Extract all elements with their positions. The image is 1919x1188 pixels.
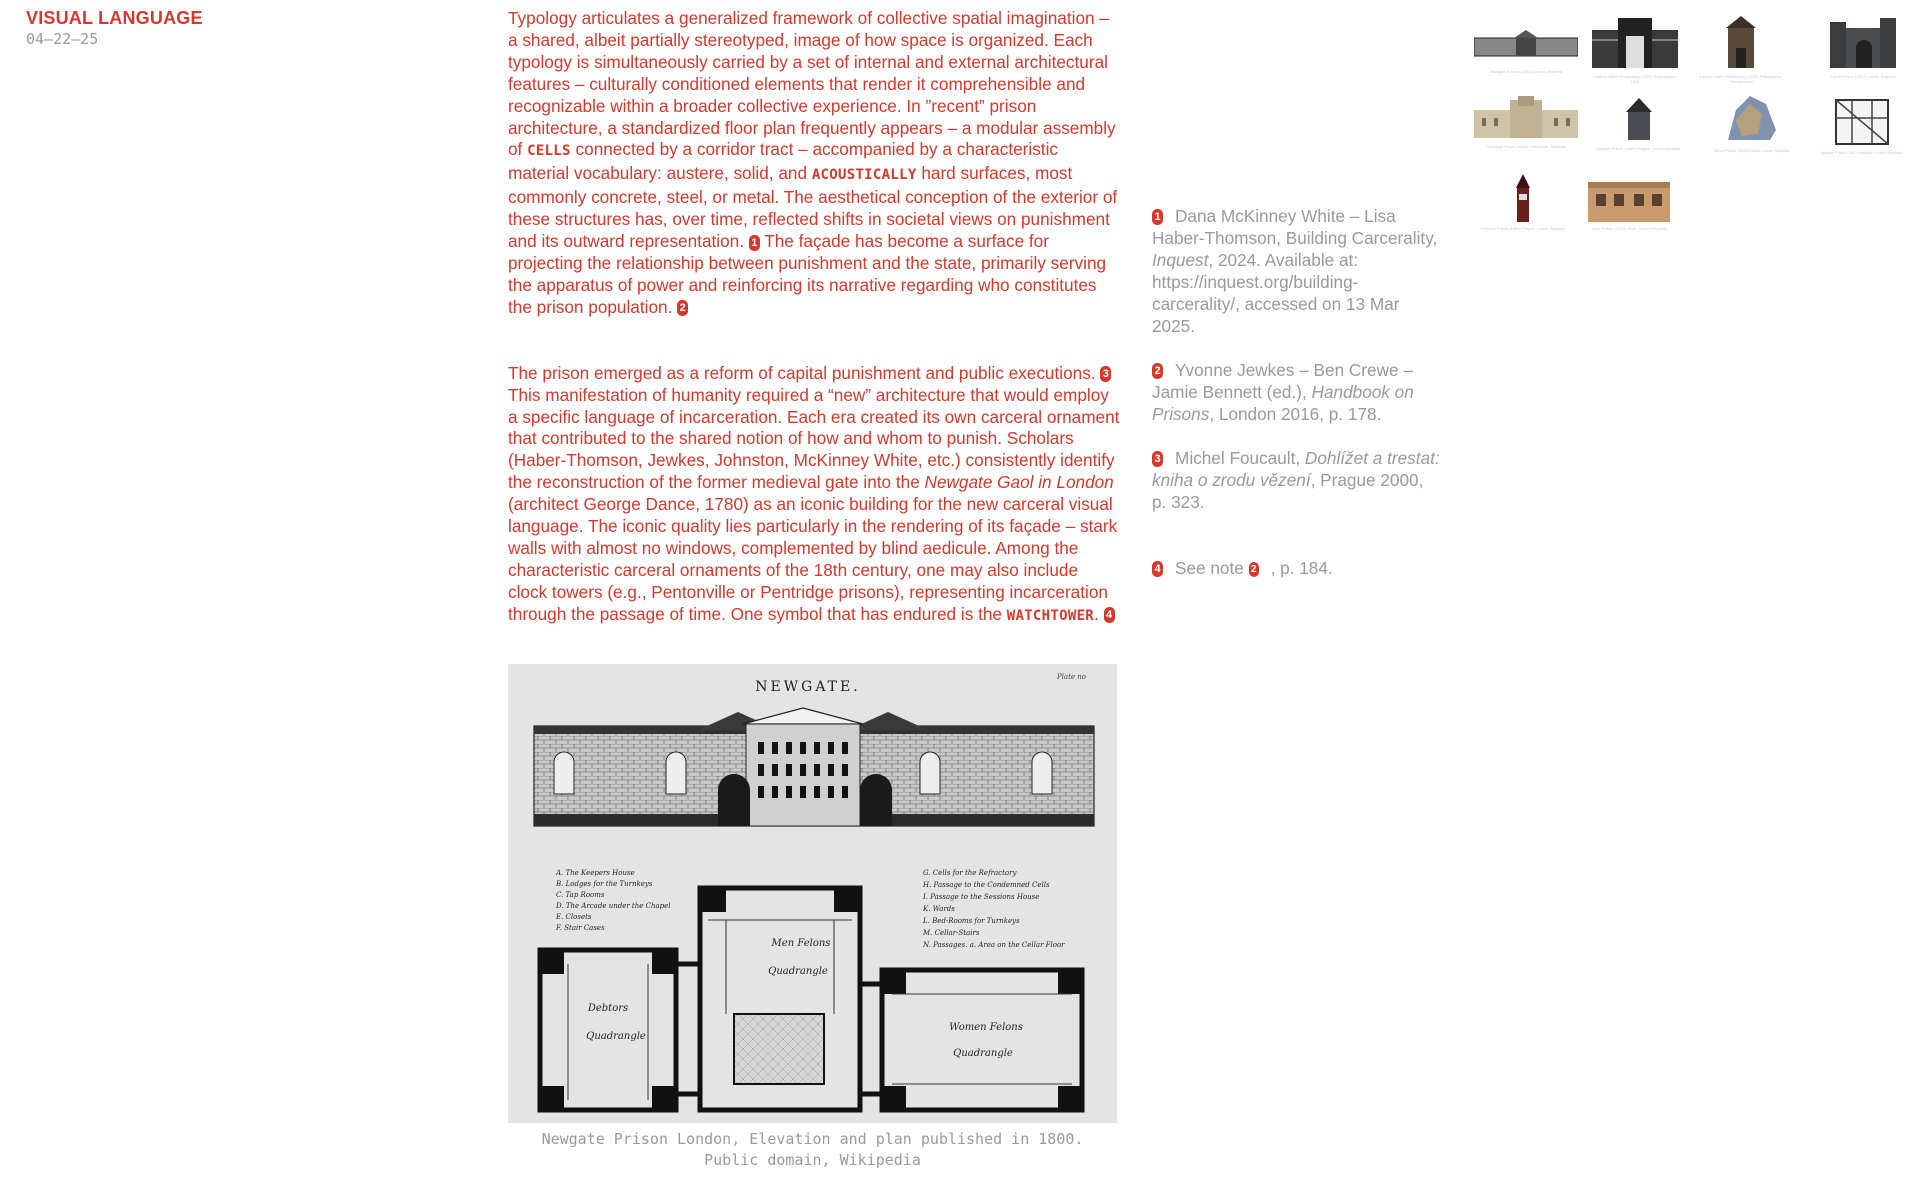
figure-caption (508, 1129, 1117, 1171)
newgate-thumb-image (1474, 26, 1578, 66)
footnote-number-3[interactable]: 3 (1152, 451, 1163, 467)
eastern-state-thumb-image (1588, 16, 1682, 70)
plan-label-women: Women Felons (949, 1022, 1023, 1033)
plan-label-debtors-2: Quadrangle (586, 1031, 646, 1042)
footnote-1 (1152, 206, 1442, 337)
term-watchtower[interactable]: WATCHTOWER (1006, 607, 1095, 624)
site-header (26, 8, 203, 48)
essay-text (508, 8, 1120, 628)
footnote-text: See note (1175, 558, 1249, 578)
thumbnail-caption: Newgate Prison (1780) London, England (1489, 69, 1563, 74)
text-run: (architect George Dance, 1780) as an iconic building for the new carceral visual language. The iconic quality lies particularly in the rendering of its façade – stark walls with almost no windows, complemented by blind aedicule. Among the characteristic carceral ornaments of the 18th century, one may also include clock towers (e.g., Pentonville or Pentridge prisons), representing incarceration through the passage of time. One symbol that has endured is the (508, 494, 1118, 624)
text-run: The façade has become a surface for projecting the relationship between punishment and the state, primarily serving the apparatus of power and reinforcing its narrative regarding who constitutes the prison population. (508, 231, 1107, 317)
thumbnail-caption: Pankrác Prison (1889) Prague, Czech Republic (1595, 146, 1681, 151)
plan-label-men-2: Quadrangle (768, 966, 828, 977)
plan-label-women-2: Quadrangle (953, 1048, 1013, 1059)
footnote-text: , 2024. Available at: https://inquest.org/building-carcerality/, accessed on 13 Mar 2025. (1152, 249, 1400, 336)
legend-left-5: F. Stair Cases (556, 924, 605, 932)
caption-line-2: Public domain, Wikipedia (704, 1151, 921, 1169)
newgate-gaol-em: Newgate Gaol in London (924, 472, 1114, 493)
pentridge-thumb-image (1474, 94, 1578, 140)
newgate-figure (508, 664, 1117, 1171)
text-run: The prison emerged as a reform of capital punishment and public executions. (508, 362, 1101, 383)
thumbnail-jirice[interactable] (1588, 174, 1670, 229)
caption-line-1: Newgate Prison London, Elevation and plan published in 1800. (541, 1130, 1084, 1148)
tower-thumb-image (1716, 14, 1766, 70)
footnote-text: , London 2016, p. 178. (1209, 403, 1382, 424)
thumbnail-caption: Eastern State Penitentiary (1829) Philadelphia, Pennsylvania (1699, 74, 1783, 84)
plan-label-debtors: Debtors (587, 1003, 629, 1014)
footnote-2 (1152, 360, 1442, 426)
footnote-number-1[interactable]: 1 (1152, 209, 1163, 225)
thumbnail-caption: Leeds Prison (1847) Leeds, England (1830, 74, 1896, 79)
footnote-text: Yvonne Jewkes – Ben Crewe – Jamie Bennett (ed.), (1152, 360, 1413, 402)
newgate-engraving-svg (508, 664, 1117, 1123)
engraving-plate: Plate no (1056, 673, 1086, 681)
text-run: Typology articulates a generalized framework of collective spatial imagination – a shared, albeit partially stereotyped, image of how space is organized. Each typology is simultaneously carried by a set of internal and external architectural features – culturally conditioned elements that render it comprehensible and recognizable within a broader collective experience. In ”recent” prison architecture, a standardized floor plan frequently appears – a modular assembly of (508, 8, 1116, 160)
text-run: . (1094, 603, 1104, 624)
pankrac-red-tower-thumb-image (1508, 174, 1538, 224)
pankrac-tower-thumb-image (1618, 96, 1658, 142)
footnote-number-4[interactable]: 4 (1152, 561, 1163, 577)
thumbnail-newgate[interactable] (1474, 26, 1578, 74)
thumbnail-caption: Pentridge Prison (1850) Melbourne, Australia (1486, 144, 1566, 149)
thumbnail-caption: Pankrác Prison (1889) Prague, Czech Republic (1480, 226, 1566, 231)
legend-right-5: M. Cellar-Stairs (923, 929, 980, 937)
footnote-text: Dana McKinney White – Lisa Haber-Thomson, Building Carcerality, (1152, 206, 1438, 248)
page-date: 04–22–25 (26, 30, 99, 48)
thumbnail-caption: Eastern State Penitentiary (1829) Philadelphia, USA (1593, 74, 1677, 84)
footnote-em: Inquest (1152, 249, 1209, 270)
thumbnail-mirov[interactable] (1713, 90, 1791, 153)
thumbnail-caption: Jiřice Prison (1990) Jiřice, Czech Republic (1591, 226, 1667, 231)
legend-left-4: E. Closets (556, 913, 592, 921)
newgate-engraving-image[interactable] (508, 664, 1117, 1123)
legend-right-4: L. Bed-Rooms for Turnkeys (923, 917, 1020, 925)
thumbnail-valdice[interactable] (1820, 94, 1904, 155)
term-acoustically[interactable]: ACOUSTICALLY (811, 167, 917, 184)
footnote-ref-2[interactable]: 2 (677, 300, 688, 316)
thumbnail-eastern-state-facade[interactable] (1588, 16, 1682, 84)
footnote-ref-2-inline[interactable]: 2 (1249, 562, 1259, 577)
mirov-thumb-image (1722, 90, 1782, 144)
thumbnail-caption: Valdice Prison (1857) Valdice, Czech Republic (1820, 150, 1904, 155)
legend-left-1: B. Lodges for the Turnkeys (556, 880, 653, 888)
paragraph-2 (508, 363, 1120, 628)
footnote-number-2[interactable]: 2 (1152, 363, 1163, 379)
footnote-ref-3[interactable]: 3 (1100, 366, 1111, 382)
legend-left-2: C. Tap Rooms (556, 891, 605, 899)
footnote-em: Handbook on Prisons (1152, 381, 1414, 424)
paragraph-1 (508, 8, 1120, 319)
thumbnail-pentridge[interactable] (1474, 94, 1578, 149)
footnote-4 (1152, 558, 1442, 580)
footnote-text: , p. 184. (1270, 558, 1333, 578)
engraving-title: NEWGATE. (755, 679, 861, 695)
footnote-em: Dohlížet a trestat: kniha o zrodu vězení (1152, 448, 1440, 490)
footnote-text: , Prague 2000, p. 323. (1152, 469, 1424, 512)
valdice-thumb-image (1832, 94, 1892, 146)
thumbnail-pankrac-2[interactable] (1480, 174, 1566, 231)
text-run: hard surfaces, most commonly concrete, steel, or metal. The aesthetical conception of the exterior of these structures has, over time, reflected shifts in societal views on punishment and its outward representation. (508, 163, 1118, 252)
text-run: connected by a corridor tract – accompanied by a characteristic material vocabulary: austere, solid, and (508, 139, 1058, 184)
thumbnail-caption: Mírov Prison (1855) Mírov, Czech Republic (1713, 148, 1791, 153)
footnote-ref-1[interactable]: 1 (749, 235, 760, 251)
jirice-thumb-image (1588, 174, 1670, 224)
page-title[interactable]: VISUAL LANGUAGE (26, 8, 203, 28)
footnote-text: Michel Foucault, (1175, 448, 1305, 468)
thumbnail-leeds[interactable] (1826, 12, 1900, 79)
thumbnail-eastern-state-tower[interactable] (1699, 14, 1783, 84)
text-run: This manifestation of humanity required a “new” architecture that would employ a specific language of incarceration. Each era created its own carceral ornament that contributed to the shared notion of how and whom to punish. Scholars (Haber-Thomson, Jewkes, Johnston, McKinney White, etc.) consistently identify the reconstruction of the former medieval gate into the (508, 384, 1120, 493)
legend-right-0: G. Cells for the Refractory (923, 869, 1017, 877)
plan-label-men: Men Felons (771, 938, 831, 949)
leeds-thumb-image (1826, 12, 1900, 70)
legend-right-6: N. Passages. a. Area on the Cellar Floor (923, 941, 1065, 949)
footnote-ref-4[interactable]: 4 (1104, 607, 1115, 623)
footnote-3 (1152, 448, 1442, 514)
legend-left-0: A. The Keepers House (556, 869, 635, 877)
term-cells[interactable]: CELLS (527, 143, 571, 160)
legend-left-3: D. The Arcade under the Chapel (556, 902, 671, 910)
legend-right-2: I. Passage to the Sessions House (923, 893, 1040, 901)
legend-right-3: K. Wards (923, 905, 955, 913)
legend-right-1: H. Passage to the Condemned Cells (923, 881, 1050, 889)
thumbnail-pankrac-1[interactable] (1595, 96, 1681, 151)
